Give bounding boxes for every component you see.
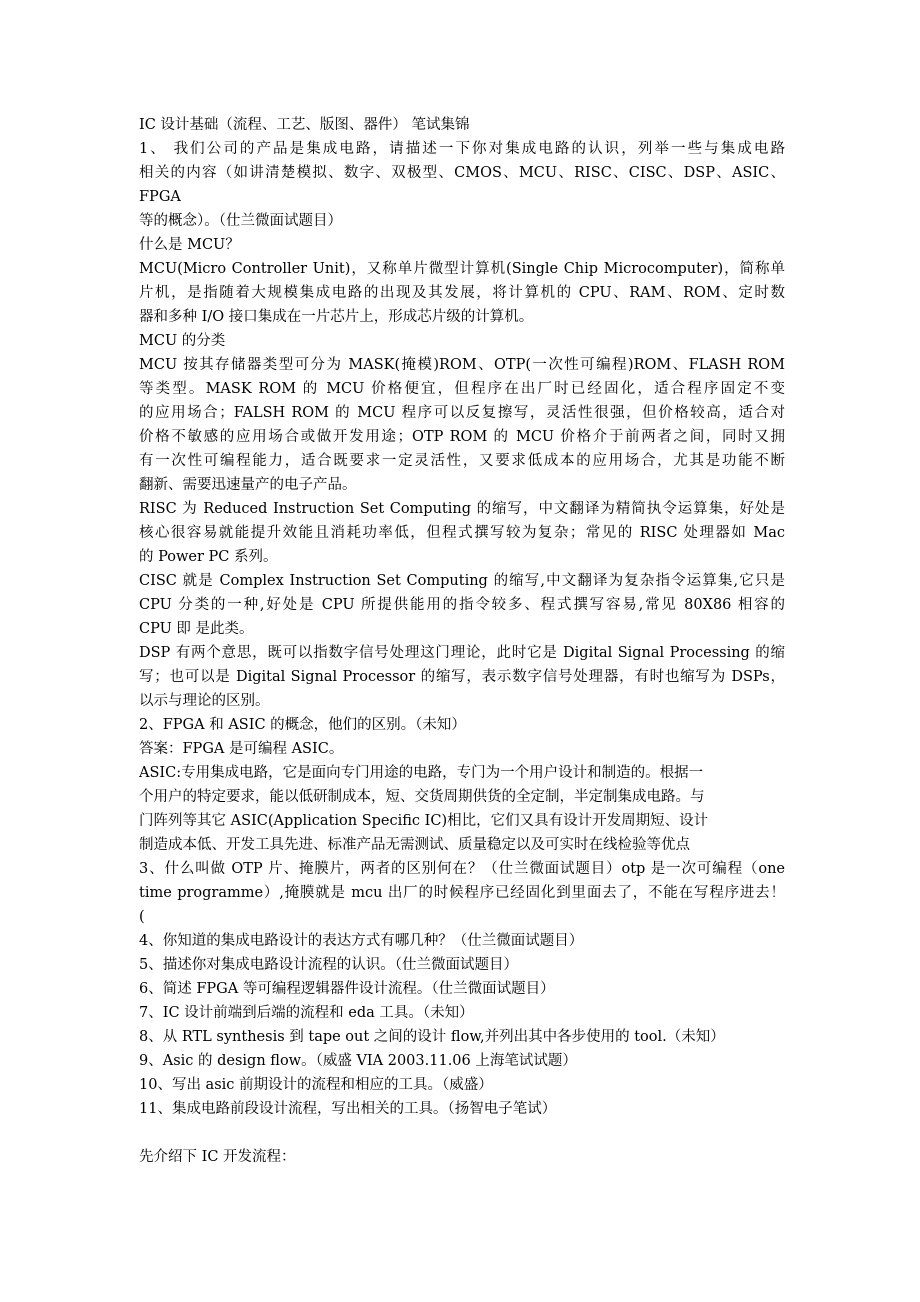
text-line: 7、IC 设计前端到后端的流程和 eda 工具。（未知）: [139, 1005, 474, 1021]
text-line: 8、从 RTL synthesis 到 tape out 之间的设计 flow,并列出其中各步使用的 tool.（未知）: [139, 1029, 725, 1045]
text-line: 什么是 MCU？: [139, 237, 240, 253]
text-line: 答案：FPGA 是可编程 ASIC。: [139, 741, 344, 757]
text-line: 门阵列等其它 ASIC(Application Specific IC)相比，它们又具有设计开发周期短、设计: [139, 813, 709, 829]
text-line: CPU 分类的一种,好处是 CPU 所提供能用的指令较多、程式撰写容易,常见 80X86 相容的: [139, 597, 785, 613]
text-line: 2、FPGA 和 ASIC 的概念，他们的区别。（未知）: [139, 717, 466, 733]
text-line: CPU 即 是此类。: [139, 621, 254, 637]
text-line: MCU 按其存储器类型可分为 MASK(掩模)ROM、OTP(一次性可编程)ROM、FLASH ROM: [139, 357, 785, 373]
text-line: 等的概念）。（仕兰微面试题目）: [139, 213, 342, 229]
text-line: 11、集成电路前段设计流程，写出相关的工具。（扬智电子笔试）: [139, 1101, 557, 1117]
text-line: MCU 的分类: [139, 333, 226, 349]
text-line: MCU(Micro Controller Unit)，又称单片微型计算机(Single Chip Microcomputer)，简称单: [139, 261, 785, 277]
text-line: RISC 为 Reduced Instruction Set Computing 的缩写，中文翻译为精简执令运算集，好处是: [139, 501, 785, 517]
text-line: 9、Asic 的 design flow。（威盛 VIA 2003.11.06 上海笔试试题）: [139, 1053, 577, 1069]
text-line: ASIC:专用集成电路，它是面向专门用途的电路，专门为一个用户设计和制造的。根据一: [139, 765, 704, 781]
text-line: 3、什么叫做 OTP 片、掩膜片，两者的区别何在？（仕兰微面试题目）otp 是一次可编程（one: [139, 861, 785, 877]
blank-line: [139, 1121, 785, 1145]
text-line: (: [139, 909, 145, 925]
text-line: IC 设计基础（流程、工艺、版图、器件） 笔试集锦: [139, 117, 470, 133]
text-line: 6、简述 FPGA 等可编程逻辑器件设计流程。（仕兰微面试题目）: [139, 981, 555, 997]
text-line: 的应用场合；FALSH ROM 的 MCU 程序可以反复擦写，灵活性很强，但价格较高，适合对: [139, 405, 785, 421]
text-line: 1、 我们公司的产品是集成电路，请描述一下你对集成电路的认识，列举一些与集成电路: [139, 141, 785, 157]
document-page: [139, 113, 785, 1169]
text-line: 相关的内容（如讲清楚模拟、数字、双极型、CMOS、MCU、RISC、CISC、DSP、ASIC、: [139, 165, 785, 181]
text-line: 先介绍下 IC 开发流程：: [139, 1149, 296, 1165]
text-line: 写；也可以是 Digital Signal Processor 的缩写，表示数字信号处理器，有时也缩写为 DSPs，: [139, 669, 785, 685]
text-line: time programme）,掩膜就是 mcu 出厂的时候程序已经固化到里面去了，不能在写程序进去！: [139, 885, 785, 901]
text-line: 的 Power PC 系列。: [139, 549, 278, 565]
text-line: 片机，是指随着大规模集成电路的出现及其发展，将计算机的 CPU、RAM、ROM、定时数: [139, 285, 785, 301]
text-line: 以示与理论的区别。: [139, 693, 270, 709]
text-line: 等类型。MASK ROM 的 MCU 价格便宜，但程序在出厂时已经固化，适合程序固定不变: [139, 381, 785, 397]
text-line: 核心很容易就能提升效能且消耗功率低，但程式撰写较为复杂；常见的 RISC 处理器如 Mac: [139, 525, 785, 541]
text-line: 10、写出 asic 前期设计的流程和相应的工具。（威盛）: [139, 1077, 493, 1093]
text-line: 翻新、需要迅速量产的电子产品。: [139, 477, 357, 493]
text-line: 5、描述你对集成电路设计流程的认识。（仕兰微面试题目）: [139, 957, 518, 973]
text-line: 个用户的特定要求，能以低研制成本，短、交货周期供货的全定制，半定制集成电路。与: [139, 789, 705, 805]
text-line: DSP 有两个意思，既可以指数字信号处理这门理论，此时它是 Digital Signal Processing 的缩: [139, 645, 785, 661]
text-line: 制造成本低、开发工具先进、标准产品无需测试、质量稳定以及可实时在线检验等优点: [139, 837, 690, 853]
text-line: 价格不敏感的应用场合或做开发用途；OTP ROM 的 MCU 价格介于前两者之间，同时又拥: [139, 429, 785, 445]
text-line: FPGA: [139, 189, 181, 205]
text-line: 器和多种 I/O 接口集成在一片芯片上，形成芯片级的计算机。: [139, 309, 534, 325]
text-line: 4、你知道的集成电路设计的表达方式有哪几种？（仕兰微面试题目）: [139, 933, 584, 949]
text-line: CISC 就是 Complex Instruction Set Computing 的缩写,中文翻译为复杂指令运算集,它只是: [139, 573, 785, 589]
text-line: 有一次性可编程能力，适合既要求一定灵活性，又要求低成本的应用场合，尤其是功能不断: [139, 453, 785, 469]
